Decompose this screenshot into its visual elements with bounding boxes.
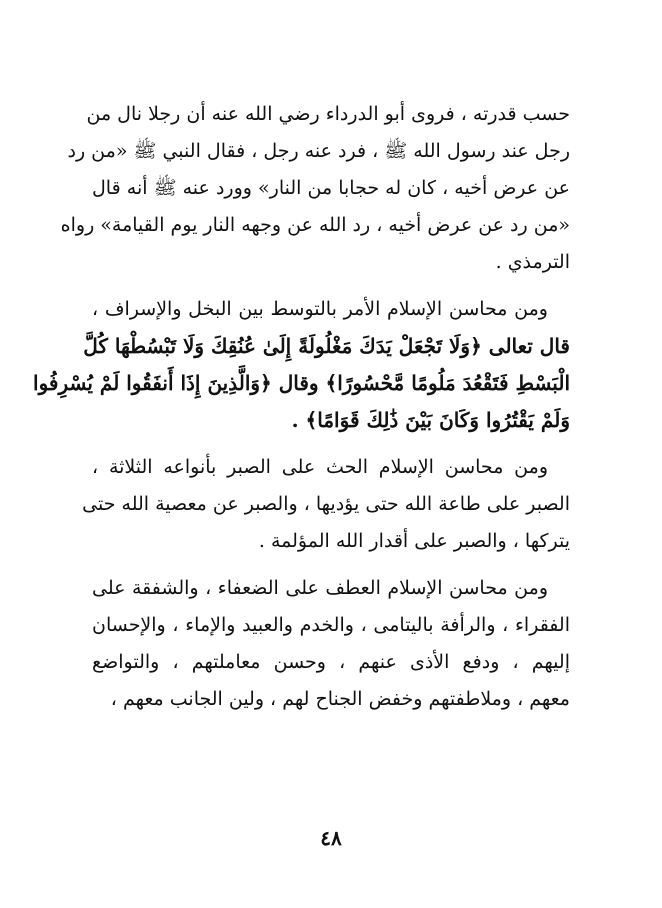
text-line: «من رد عن عرض أخيه ، رد الله عن وجهه النار يوم القيامة» رواه xyxy=(60,214,570,236)
text-line: حسب قدرته ، فروى أبو الدرداء رضي الله عنه أن رجلا نال من xyxy=(86,103,570,125)
text-line: ومن محاسن الإسلام العطف على الضعفاء ، والشفقة على xyxy=(92,577,548,599)
text-line: معهم ، وملاطفتهم وخفض الجناح لهم ، ولين الجانب معهم ، xyxy=(110,688,570,710)
quran-verse-line: وَلَمْ يَقْتُرُوا وَكَانَ بَيْنَ ذَٰلِكَ قَوَامًا﴾ . xyxy=(291,408,570,432)
paragraph-hadith-defending-honor xyxy=(60,96,570,281)
text-line: يتركها ، والصبر على أقدار الله المؤلمة . xyxy=(258,530,570,552)
paragraph-patience xyxy=(82,449,570,560)
text-line: عن عرض أخيه ، كان له حجابا من النار» وورد عنه ﷺ أنه قال xyxy=(92,177,570,199)
text-line: ومن محاسن الإسلام الحث على الصبر بأنواعه الثلاثة ، xyxy=(92,456,548,478)
paragraph-compassion xyxy=(92,570,570,718)
paragraph-moderation xyxy=(33,291,570,439)
text-line: الصبر على طاعة الله حتى يؤديها ، والصبر عن معصية الله حتى xyxy=(82,493,570,515)
text-line: ومن محاسن الإسلام الأمر بالتوسط بين البخل والإسراف ، xyxy=(92,298,548,320)
page-body-text xyxy=(33,96,570,718)
quran-verse-line: الْبَسْطِ فَتَقْعُدَ مَلُومًا مَّحْسُورًا﴾ وقال ﴿وَالَّذِينَ إِذَا أَنفَقُوا لَمْ يُسْرِفُوا xyxy=(33,371,570,395)
text-line: إليهم ، ودفع الأذى عنهم ، وحسن معاملتهم ، والتواضع xyxy=(92,651,570,673)
text-line: الترمذي . xyxy=(495,251,570,273)
quran-verse-line: قال تعالى ﴿وَلَا تَجْعَلْ يَدَكَ مَغْلُولَةً إِلَىٰ عُنُقِكَ وَلَا تَبْسُطْهَا كُلَّ xyxy=(83,334,570,358)
page-number: ٤٨ xyxy=(320,826,342,850)
text-line: رجل عند رسول الله ﷺ ، فرد عنه رجل ، فقال النبي ﷺ «من رد xyxy=(67,140,570,162)
text-line: الفقراء ، والرأفة باليتامى ، والخدم والعبيد والإماء ، والإحسان xyxy=(92,614,570,636)
